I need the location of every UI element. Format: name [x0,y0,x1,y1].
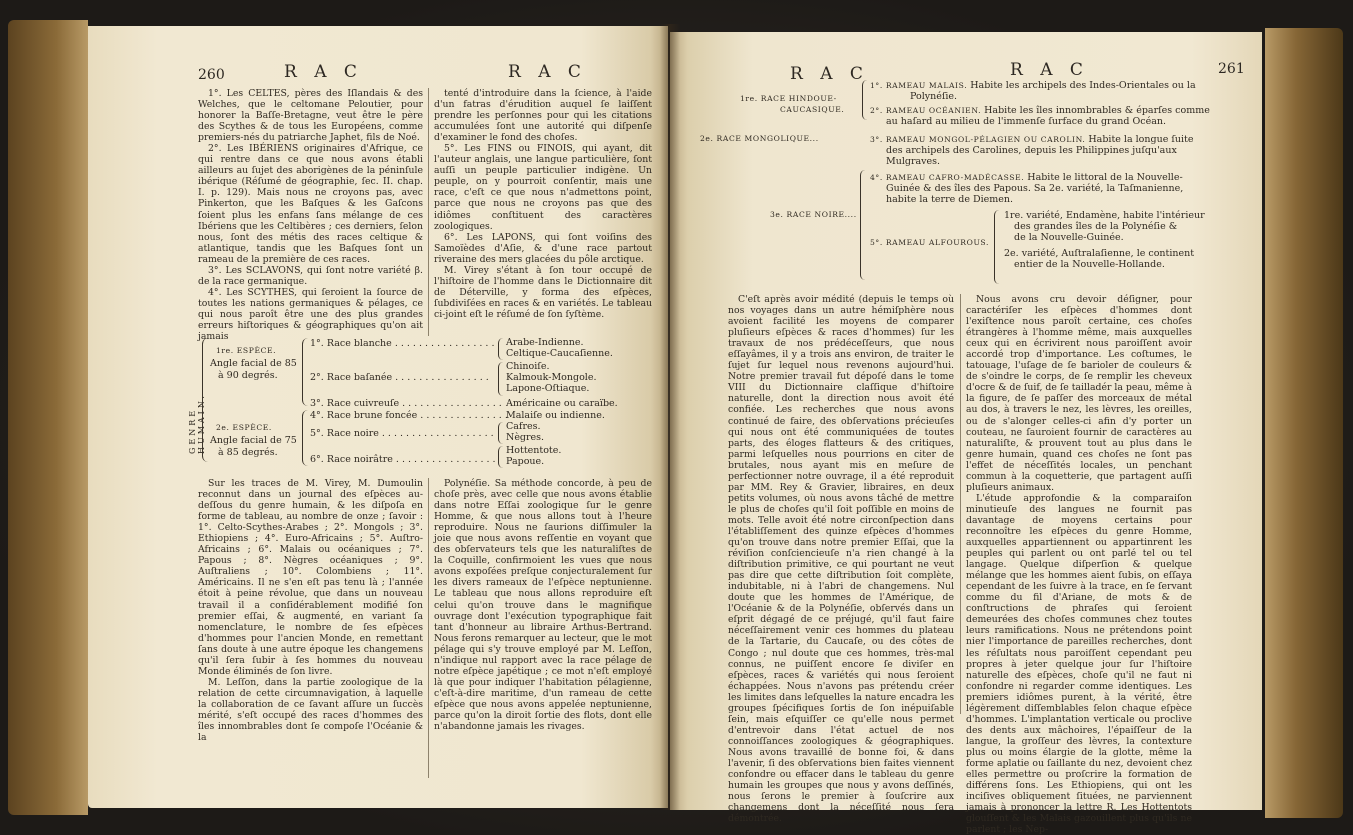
variety-brace [994,210,999,284]
sub-race: Malaiſe ou indienne. [506,410,605,421]
book-gutter [660,24,680,810]
species-1-brace [302,338,308,406]
paragraph: Nous avons cru devoir déſigner, pour caractériſer les eſpèces d'hommes dont l'exiſtence nous paroît certaine, ces choſes étrangères à l'homme même, mais auxquelles ceux qui en écrivirent nous paroiſſent avoir accordé trop d'importance. Les coſtumes, le tatouage, l'uſage de ſe barioler de couleurs & de s'oindre le corps, de ſe remplir les cheveux d'ocre & de ſuif, de ſe tailladér la peau, même à la figure, de ſe paſſer des morceaux de métal au dos, à travers le nez, les lèvres, les oreilles, ou de s'alonger celles-ci afin d'y porter un couteau, ne ſauroient fournir de caractères au naturaliſte, & prouvent tout au plus dans le genre humain, quand ces choſes ne ſont pas l'effet de néceſſités locales, un penchant commun à la coquetterie, que partagent auſſi pluſieurs animaux. [966,294,1192,493]
species-2-brace [302,410,308,466]
race-row: 3°. Race cuivreuſe . . . . . . . . . . . . . . . . . [310,398,502,409]
paragraph: 5°. Les FINS ou FINOIS, qui ayant, dit l'auteur anglais, une langue particulière, ſont auſſi un peuple particulier indigène. Un peuple, on y pourroit conſentir, mais une race, c'eſt ce que nous n'admettons point, parce que nous ne croyons pas que des idiômes conſtituent des caractères zoologiques. [434,143,652,232]
species-1-title: 1re. ESPÈCE. [216,346,277,355]
race-label: 1°. Race blanche [310,338,392,349]
column-rule [428,478,429,778]
left-page-header [198,64,225,84]
sub-race: Kalmouk-Mongole. [506,372,597,383]
paragraph: 4°. Les SCYTHES, qui ſeroient la ſource de toutes les nations germaniques & pélages, ce qui nous paroît être une des plus grandes erreurs hiſtoriques & géographiques qu'on ait jamais [198,286,423,343]
rameau-text: Habite la longue ſuite [1088,134,1194,145]
right-cover-edge [1265,28,1343,818]
rameau-text: des archipels des Carolines, depuis les Philippines juſqu'aux [886,145,1177,156]
race-row: 1°. Race blanche . . . . . . . . . . . . . . . . . [310,338,495,349]
sub-race: Nègres. [506,432,545,443]
race-row: 5°. Race noire . . . . . . . . . . . . . . . . . . . [310,428,494,439]
race-label: 4°. Race brune foncée [310,410,418,421]
rameau-text: Guinée & des îles des Papous. Sa 2e. variété, la Taſmanienne, [886,183,1184,194]
column-rule [960,294,961,714]
lesson-classification-table [700,80,1240,285]
race-brace [862,80,867,120]
left-running-head-2: R A C [508,62,587,82]
rameau-entry [870,105,1210,116]
virey-classification-table [188,338,658,468]
race-label: 6°. Race noirâtre [310,454,393,465]
species-2-desc-2: à 85 degrés. [218,447,278,458]
variety-line: des grandes îles de la Polynéſie & [1014,221,1178,232]
right-page-number: 261 [1218,61,1245,77]
species-2-title: 2e. ESPÈCE. [216,423,272,432]
rameau-entry [870,172,1183,183]
rameau-head: 3°. RAMEAU MONGOL-PÉLAGIEN OU CAROLIN. [870,135,1086,144]
race-label: 5°. Race noire [310,428,379,439]
paragraph: L'étude approfondie & la comparaiſon minutieuſe des langues ne fournit pas davantage de moyens certains pour reconnoître les eſpèces du genre Homme, auxquelles appartiennent ou appartinrent les peuples qui parlent ou ont parlé tel ou tel langage. Quelque diſperſion & quelque mélange que les hommes aient ſubis, on eſſaya cependant de les ſuivre à la trace, en ſe ſervant comme du fil d'Ariane, de mots & de conſtructions de phraſes qui ſeroient demeurées des choſes communes chez toutes leurs ramifications. Nous ne prétendons point nier l'importance de pareilles recherches, dont les réſultats nous paroiſſent cependant peu propres à jeter quelque jour ſur l'hiſtoire naturelle des eſpèces, choſe qu'il ne faut ni confondre ni regarder comme identiques. Les premiers idiômes purent, à la vérité, être légèrement diſſemblables ſelon chaque eſpèce d'hommes. L'implantation verticale ou proclive des dents aux mâchoires, l'épaiſſeur de la langue, la groſſeur des lèvres, la contexture plus ou moins élargie de la glotte, même la forme aplatie ou ſaillante du nez, devoient chez elles permettre ou proſcrire la formation de différens ſons. Les Ethiopiens, qui ont les inciſives obliquement ſituées, ne parviennent jamais à prononcer la lettre R. Les Hottentots glouſſent & les Malais gazouillent plus qu'ils ne parlent ; les Nep- [966,492,1192,835]
paragraph: Polynéſie. Sa méthode concorde, à peu de choſe près, avec celle que nous avons établie dans notre Eſſai zoologique ſur le genre Homme, & que nous allons tout à l'heure reproduire. Nous ne ſaurions diſſimuler la joie que nous avons reſſentie en voyant que des obſervateurs tels que les naturaliſtes de la Coquille, confirmoient les vues que nous avons expoſées preſque conjecturalement ſur les divers rameaux de l'eſpèce neptunienne. Le tableau que nous allons reproduire eſt celui qu'on trouve dans le magnifique ouvrage dont l'exécution typographique fait tant d'honneur au libraire Arthus-Bertrand. Nous ferons remarquer au lecteur, que le mot pélage qui s'y trouve employé par M. Leſſon, n'indique nul rapport avec la race pélage de notre eſpèce japétique ; ce mot n'eſt employé là que pour indiquer l'habitation pélagienne, c'eſt-à-dire maritime, d'un rameau de cette eſpèce que nous avons appelée neptunienne, parce qu'on la diroit ſortie des flots, dont elle n'abandonne jamais les rivages. [434,478,652,733]
sub-race: Cafres. [506,421,541,432]
paragraph: 1°. Les CELTES, pères des Iſlandais & des Welches, que le celtomane Peloutier, pour honorer la Baſſe-Bretagne, veut être le père des Scythes & de tous les Européens, comme premiers-nés du patriarche Japhet, fils de Noé. [198,88,423,144]
sub-race: Lapone-Oſtiaque. [506,383,590,394]
race-label: 1re. RACE HINDOUE- [740,94,837,103]
variety-line: 2e. variété, Auſtralaſienne, le continent [1004,248,1195,259]
paragraph: 2°. Les IBÉRIENS originaires d'Afrique, ce qui rentre dans ce que nous avons établi ailleurs au ſujet des aborigènes de la péninſule ibérique (Réſumé de géographie, ſec. II. chap. I. p. 129). Mais nous ne croyons pas, avec Pinkerton, que les Baſques & les Gaſcons ſoient plus les enfans ſans mélange de ces Ibériens que les Celtibères ; ces derniers, ſelon nous, ſont des métis des races celtique & atlantique, tandis que les Baſques ſont un rameau de la première de ces races. [198,143,423,265]
variety-line: de la Nouvelle-Guinée. [1014,232,1124,243]
rameau-head: 2°. RAMEAU OCÉANIEN. [870,106,982,115]
sub-race: Celtique-Caucaſienne. [506,348,613,359]
race-row: 6°. Race noirâtre . . . . . . . . . . . . . . . . . [310,454,496,465]
race-label: 2e. RACE MONGOLIQUE... [700,134,819,143]
race-label: CAUCASIQUE. [780,105,845,114]
left-column-3 [198,478,423,743]
species-1-desc-1: Angle facial de 85 [210,358,297,369]
right-column-1 [728,294,954,824]
paragraph: C'eſt après avoir médité (depuis le temps où nos voyages dans un autre hémiſphère nous avoient facilité les moyens de comparer pluſieurs eſpèces & races d'hommes) ſur les travaux de nos prédéceſſeurs, que nous eſſayâmes, il y a trois ans environ, de traiter le ſujet ſur lequel nous revenons aujourd'hui. Notre premier travail fut dépoſé dans le tome VIII du Dictionnaire claſſique d'hiſtoire naturelle, dont la direction nous avoit été confiée. Les recherches que nous avons continué de faire, des obſervations précieuſes qui nous ont été communiquées de toutes parts, des éloges flatteurs & des critiques, parmi leſquelles nous pourrions en citer de brutales, nous ayant mis en meſure de perfectionner notre ouvrage, il a été reproduit par MM. Rey & Gravier, libraires, en deux petits volumes, où nous avons tâché de mettre le plus de choſes qu'il ſoit poſſible en moins de mots. Telle avoit été notre circonſpection dans l'établiſſement des quinze eſpèces d'hommes qu'on trouve dans notre premier Eſſai, que la réviſion conſciencieuſe n'a rien changé à la diſtribution primitive, ce qui pourtant ne veut pas dire que cette diſtribution ſoit complète, indubitable, ni à l'abri de changemens. Nul doute que les hommes de l'Amérique, de l'Océanie & de la Polynéſie, obſervés dans un eſprit dégagé de ce préjugé, qu'il faut faire néceſſairement venir ces hommes du plateau de la Tartarie, du Caucaſe, ou des côtes de Congo ; nul doute que ces hommes, très-mal connus, ne puiſſent encore ſe diviſer en eſpèces, races & variétés qui nous ſeroient échappées. Nous n'avons pas prétendu créer les limites dans leſquelles la nature encadra les groupes ſpécifiques ſortis de ſon inépuiſable ſein, mais eſquiſſer ce qu'elle nous permet d'entrevoir dans l'état actuel de nos connoiſſances zoologiques & géographiques. Nous avons travaillé de bonne foi, & dans l'avenir, ſi des obſervations bien faites viennent confondre ou effacer dans le tableau du genre humain les groupes que nous y avons deſſinés, nous ſerons le premier à ſouſcrire aux changemens dont la néceſſité nous ſera démontrée. [728,294,954,825]
sub-race: Papoue. [506,456,545,467]
species-1-desc-2: à 90 degrés. [218,370,278,381]
rameau-text: Habite les archipels des Indes-Orientales ou la [970,80,1196,91]
left-running-head-1: R A C [284,62,363,82]
sub-brace [498,362,503,396]
rameau-entry [870,80,1196,91]
race-label: 2°. Race baſanée [310,372,393,383]
left-page [88,26,668,808]
sub-race: Chinoiſe. [506,361,550,372]
genus-label: GENRE HUMAIN. [188,393,206,454]
paragraph: M. Leſſon, dans la partie zoologique de la relation de cette circumnavigation, à laquelle la collaboration de ce ſavant aſſure un ſuccès mérité, s'eſt occupé des races d'hommes des îles innombrables dont ſe compoſe l'Océanie & la [198,676,423,744]
right-running-head-2: R A C [1010,60,1089,80]
race-row: 2°. Race baſanée . . . . . . . . . . . . . . . . [310,372,489,383]
rameau-text: habite la terre de Diemen. [886,194,1014,205]
race-brace [860,170,865,280]
rameau-text: Habite les îles innombrables & éparſes comme [984,105,1210,116]
paragraph: M. Virey s'étant à ſon tour occupé de l'hiſtoire de l'homme dans le Dictionnaire dit de Déterville, y forma des eſpèces, ſubdiviſées en races & en variétés. Le tableau ci-joint eſt le réſumé de ſon ſyſtème. [434,264,652,320]
sub-race: Hottentote. [506,445,562,456]
right-column-2 [966,294,1192,835]
species-2-desc-1: Angle facial de 75 [210,435,297,446]
rameau-head: 5°. RAMEAU ALFOUROUS. [870,238,989,247]
sub-race: Américaine ou caraïbe. [506,398,618,409]
right-page [670,32,1262,835]
sub-race: Arabe-Indienne. [506,337,584,348]
left-column-4 [434,478,652,732]
race-row: 4°. Race brune foncée . . . . . . . . . . . . . . . [310,410,508,421]
rameau-head: 4°. RAMEAU CAFRO-MADÉCASSE. [870,173,1025,182]
rameau-text: Polynéſie. [910,91,958,102]
rameau-text: Habite le littoral de la Nouvelle- [1027,172,1183,183]
left-cover-edge [8,20,88,815]
paragraph: 6°. Les LAPONS, qui ſont voiſins des Samoïèdes d'Aſie, & d'une race partout riveraine des mers glacées du pôle arctique. [434,231,652,265]
variety-line: 1re. variété, Endamène, habite l'intérieur [1004,210,1205,221]
right-running-head-1: R A C [790,64,869,84]
left-page-number: 260 [198,67,225,83]
sub-brace [498,422,503,444]
paragraph: tenté d'introduire dans la ſcience, à l'aide d'un fatras d'érudition auquel ſe laiſſent prendre les perſonnes pour qui les citations accumulées ſont une autorité qui diſpenſe d'examiner le fond des choſes. [434,88,652,144]
left-column-1 [198,88,423,342]
sub-brace [498,338,503,360]
race-label: 3°. Race cuivreuſe [310,398,400,409]
variety-line: entier de la Nouvelle-Hollande. [1014,259,1165,270]
race-label: 3e. RACE NOIRE.... [770,210,857,219]
rameau-head: 1°. RAMEAU MALAIS. [870,81,968,90]
paragraph: 3°. Les SCLAVONS, qui ſont notre variété β. de la race germanique. [198,264,423,287]
table-brace [202,338,208,462]
column-rule [428,88,429,336]
right-page-header [1218,58,1245,78]
sub-brace [498,446,503,468]
left-column-2 [434,88,652,320]
paragraph: Sur les traces de M. Virey, M. Dumoulin reconnut dans un journal des eſpèces au-deſſous du genre humain, & les diſpoſa en forme de tableau, au nombre de onze ; ſavoir : 1°. Celto-Scythes-Arabes ; 2°. Mongols ; 3°. Ethiopiens ; 4°. Euro-Africains ; 5°. Auſtro-Africains ; 6°. Malais ou océaniques ; 7°. Papous ; 8°. Nègres océaniques ; 9°. Auſtraliens ; 10°. Colombiens ; 11°. Américains. Il ne s'en eſt pas tenu là ; l'année étoit à peine révolue, que dans un nouveau travail il a conſidérablement modifié ſon premier eſſai, & augmenté, en variant ſa nomenclature, le nombre de ſes eſpèces d'hommes pour l'ancien Monde, en remettant ſans doute à une autre époque les changemens qu'il ſera ſubir à ſes hommes du nouveau Monde éliminés de ſon livre. [198,478,423,677]
rameau-entry [870,134,1193,145]
rameau-text: Mulgraves. [886,156,941,167]
rameau-text: au haſard au milieu de l'immenſe ſurface du grand Océan. [886,116,1166,127]
